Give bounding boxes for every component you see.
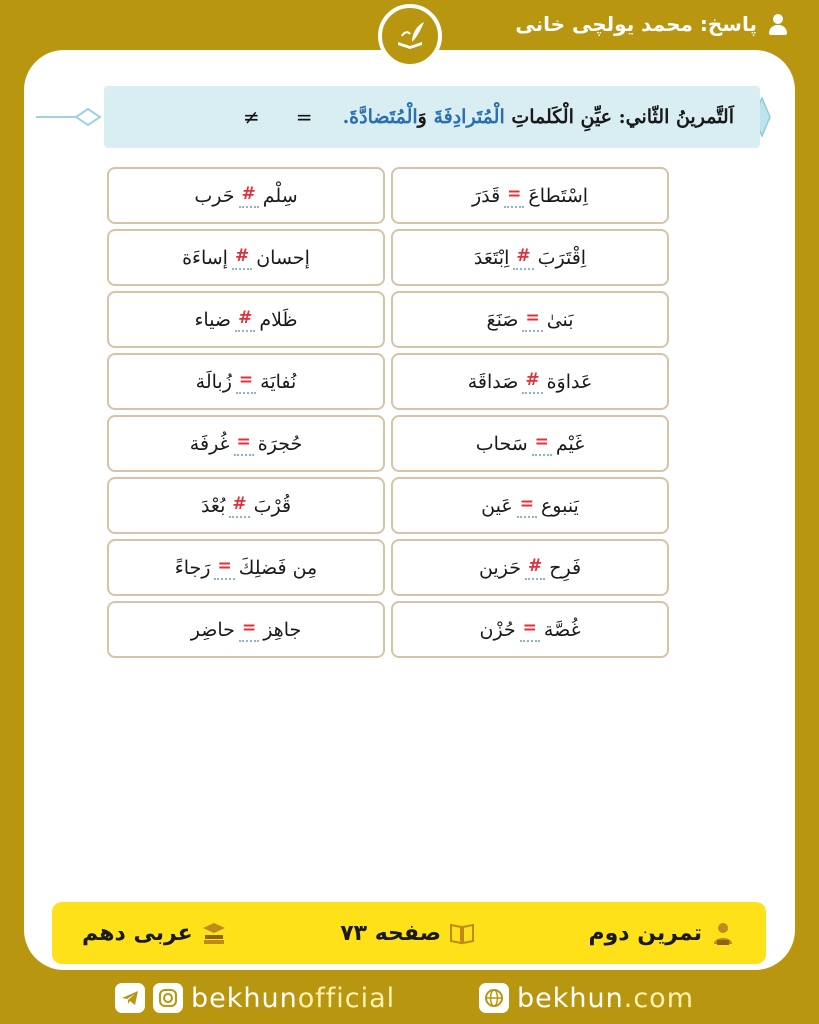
footer-exercise [588,920,736,946]
pair-cell: ظَلام # ضياء [107,291,385,348]
site-part-b: .com [623,982,694,1014]
book-feather-icon [390,16,430,56]
pair-cell: يَنبوع = عَين [391,477,669,534]
open-book-icon [449,920,475,946]
title-synonyms: الْمُتَرادِفَةَ [433,106,505,128]
title-antonyms: الْمُتَضادَّةَ. [342,106,418,128]
social-bar [0,972,819,1024]
telegram-icon[interactable] [115,983,145,1013]
pair-cell: اِقْتَرَبَ # اِبْتَعَدَ [391,229,669,286]
footer-subject [82,920,227,946]
teacher-icon [710,920,736,946]
globe-icon[interactable] [479,983,509,1013]
footer-page [340,920,475,946]
exercise-title [343,106,734,128]
pair-cell: جاهِز = حاضِر [107,601,385,658]
pair-cell: غَيْم = سَحاب [391,415,669,472]
subject-label: عربی دهم [82,920,193,946]
pair-cell: بَنیٰ = صَنَعَ [391,291,669,348]
pair-cell: سِلْم # حَرب [107,167,385,224]
instagram-icon[interactable] [153,983,183,1013]
pair-cell: حُجرَة = غُرفَة [107,415,385,472]
pair-cell: مِن فَضلِكَ = رَجاءً [107,539,385,596]
pair-cell: عَداوَة # صَداقَة [391,353,669,410]
equal-symbol: = [295,105,313,129]
pair-cell: اِسْتَطاعَ = قَدَرَ [391,167,669,224]
social-handle[interactable] [115,983,395,1014]
title-prefix: اَلتَّمرينُ الثّاني: عيِّنِ الْكَلماتِ [504,106,734,128]
brand-logo [378,4,442,68]
answer-label: پاسخ: محمد یولچی خانی [515,12,757,36]
ornament-left-icon [36,106,104,128]
pair-cell: إحسان # إساءَة [107,229,385,286]
symbol-legend [243,105,313,129]
pair-cell: نُفايَة = زُبالَة [107,353,385,410]
footer-info-bar [52,902,766,964]
graduation-books-icon [201,920,227,946]
notequal-symbol: ≠ [243,105,260,129]
website-link[interactable] [479,983,694,1014]
title-and: وَ [417,106,434,128]
exercise-label: تمرین دوم [588,920,702,946]
exercise-header [104,86,760,148]
pair-cell: فَرِح # حَزين [391,539,669,596]
pair-cell: قُرْبَ # بُعْدَ [107,477,385,534]
handle-part-a: bekhun [191,982,298,1014]
pair-cell: غُصَّة = حُزْن [391,601,669,658]
user-icon [767,13,789,35]
handle-part-b: official [297,982,396,1014]
page-label: صفحه ۷۳ [340,920,441,946]
word-pairs-grid [107,167,669,658]
site-part-a: bekhun [517,982,624,1014]
